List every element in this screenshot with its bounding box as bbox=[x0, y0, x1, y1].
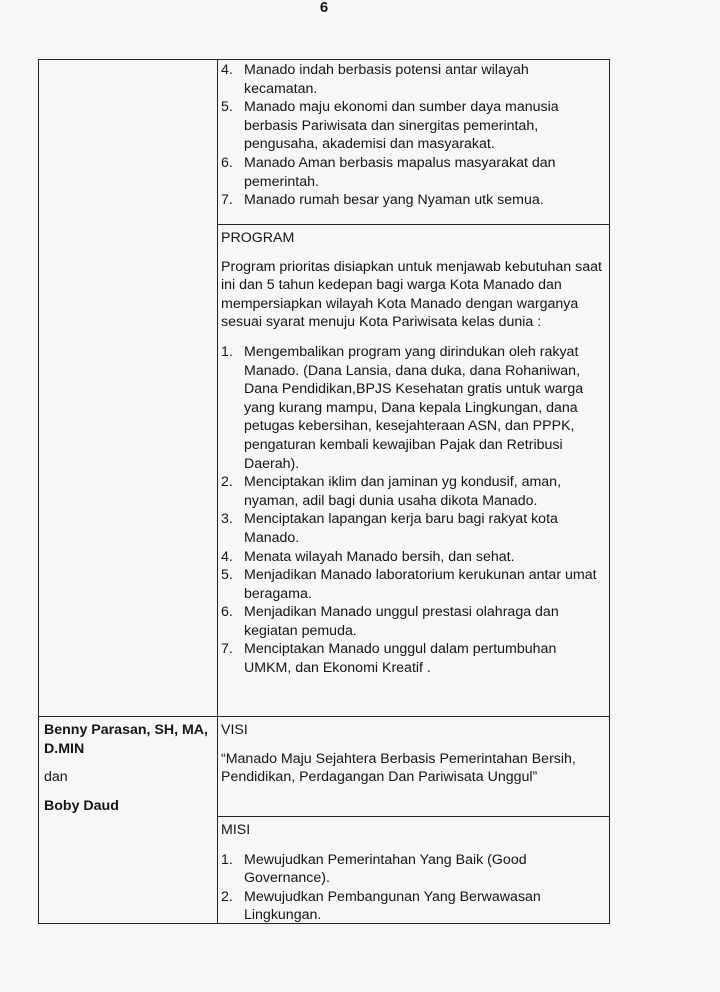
list-item: 7. Manado rumah besar yang Nyaman utk semua. bbox=[221, 192, 544, 209]
program-intro: Program prioritas disiapkan untuk menjawab kebutuhan saat ini dan 5 tahun kedepan bagi warga Kota Manado dan mempersiapkan wilayah Kota Manado dengan warganya sesuai syarat menuju Kota Pariwisata kelas dunia : bbox=[221, 258, 602, 331]
list-item: 1. Mengembalikan program yang dirindukan oleh rakyat Manado. (Dana Lansia, dana duka, dana Rohaniwan, Dana Pendidikan,BPJS Kesehatan gratis untuk warga yang kurang mampu, Dana kepala Lingkungan, dana petugas kebersihan, kesejahteraan ASN, dan PPPK, pengaturan kembali kewajiban Pajak dan Retribusi Daerah). bbox=[221, 343, 584, 472]
visi-cell bbox=[221, 721, 607, 787]
candidate-connector: dan bbox=[44, 769, 68, 786]
candidate-1-name: Benny Parasan, SH, MA, D.MIN bbox=[44, 722, 208, 757]
list-item: 5. Manado maju ekonomi dan sumber daya manusia berbasis Pariwisata dan sinergitas pemerintah, pengusaha, akademisi dan masyarakat. bbox=[221, 99, 559, 153]
column-divider bbox=[217, 60, 218, 923]
list-item: 7. Menciptakan Manado unggul dalam pertumbuhan UMKM, dan Ekonomi Kreatif . bbox=[221, 641, 557, 677]
candidate-2-name: Boby Daud bbox=[44, 797, 119, 814]
candidate-table bbox=[38, 59, 610, 924]
page-number: 6 bbox=[319, 0, 329, 16]
list-item: 1. Mewujudkan Pemerintahan Yang Baik (Good Governance). bbox=[221, 851, 527, 887]
list-item: 5. Menjadikan Manado laboratorium kerukunan antar umat beragama. bbox=[221, 567, 597, 602]
list-item: 4. Menata wilayah Manado bersih, dan sehat. bbox=[221, 548, 515, 565]
misi-heading: MISI bbox=[221, 822, 251, 838]
candidate-cell bbox=[44, 721, 214, 815]
row-divider-candidate bbox=[39, 716, 609, 717]
row-divider-misi bbox=[217, 816, 609, 817]
list-item: 4. Manado indah berbasis potensi antar wilayah kecamatan. bbox=[221, 62, 529, 97]
missions-continued-cell bbox=[221, 61, 607, 210]
row-divider-program bbox=[217, 224, 609, 225]
program-list bbox=[221, 343, 603, 678]
program-cell bbox=[221, 229, 607, 678]
list-item: 2. Menciptakan iklim dan jaminan yg kondusif, aman, nyaman, adil bagi dunia usaha dikota Manado. bbox=[221, 474, 562, 509]
list-item: 6. Menjadikan Manado unggul prestasi olahraga dan kegiatan pemuda. bbox=[221, 604, 559, 639]
visi-heading: VISI bbox=[221, 722, 248, 738]
visi-text: “Manado Maju Sejahtera Berbasis Pemerintahan Bersih, Pendidikan, Perdagangan Dan Pariwisata Unggul” bbox=[221, 750, 576, 786]
missions-list bbox=[221, 61, 603, 210]
program-heading: PROGRAM bbox=[221, 230, 295, 246]
list-item: 2. Mewujudkan Pembangunan Yang Berwawasan Lingkungan. bbox=[221, 888, 541, 924]
list-item: 3. Menciptakan lapangan kerja baru bagi rakyat kota Manado. bbox=[221, 511, 558, 546]
misi-list bbox=[221, 851, 603, 925]
misi-cell bbox=[221, 821, 607, 925]
list-item: 6. Manado Aman berbasis mapalus masyarakat dan pemerintah. bbox=[221, 154, 556, 190]
